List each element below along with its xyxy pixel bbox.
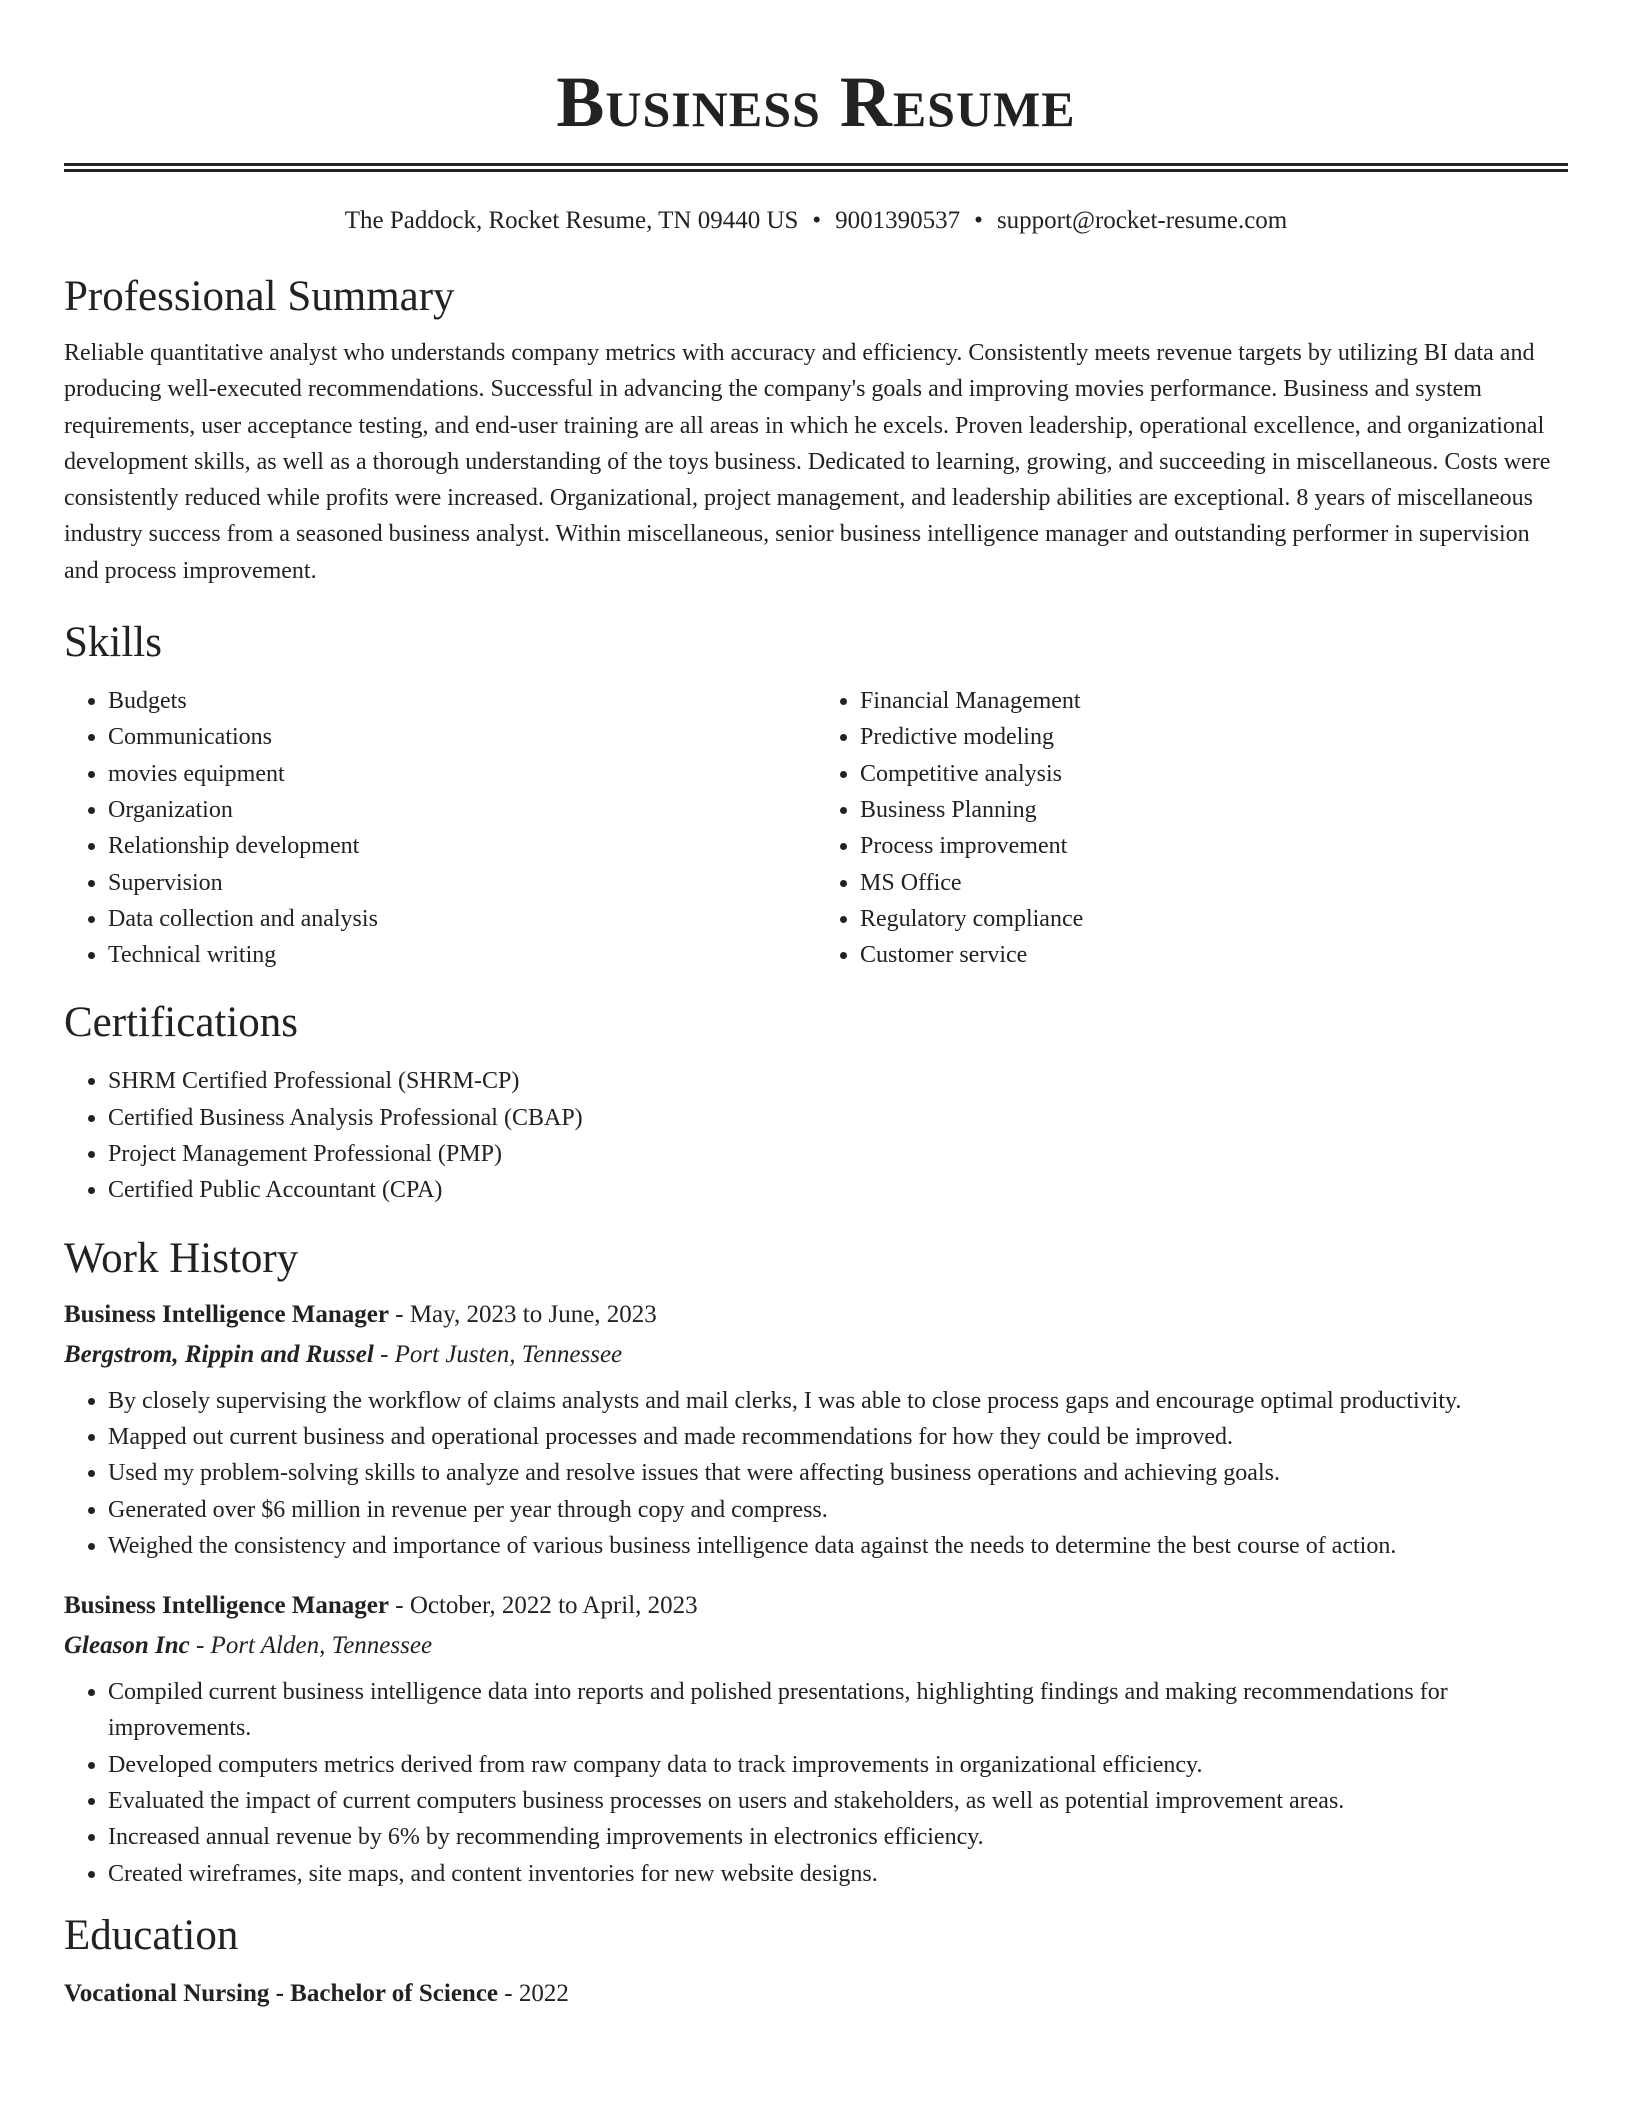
duty-item: • Generated over $6 million in revenue per year through copy and compress.: [108, 1492, 1568, 1528]
contact-address: The Paddock, Rocket Resume, TN 09440 US: [344, 207, 799, 234]
contact-email: support@rocket-resume.com: [996, 207, 1288, 234]
job-location: - Port Alden, Tennessee: [189, 1632, 433, 1660]
job-entry: [64, 1295, 1568, 1564]
job-company-line: [64, 1626, 1568, 1666]
skill-item: • Data collection and analysis: [108, 901, 816, 937]
duty-item: • Increased annual revenue by 6% by recommending improvements in electronics efficiency.: [108, 1819, 1568, 1855]
skill-item: • Customer service: [860, 937, 1568, 973]
job-company: Gleason Inc: [64, 1632, 190, 1660]
skills-list-left: [64, 683, 816, 973]
skill-item: • Business Planning: [860, 792, 1568, 828]
contact-separator: •: [974, 207, 983, 234]
certification-item: • SHRM Certified Professional (SHRM-CP): [108, 1063, 1568, 1099]
skill-item: • movies equipment: [108, 756, 816, 792]
duty-item: • Weighed the consistency and importance of various business intelligence data against the needs to determine the best course of action.: [108, 1528, 1568, 1564]
skill-item: • Organization: [108, 792, 816, 828]
summary-heading: Professional Summary: [64, 273, 455, 320]
skill-item: • Relationship development: [108, 828, 816, 864]
education-heading: Education: [64, 1911, 239, 1959]
duty-item: • Evaluated the impact of current computers business processes on users and stakeholders, as well as potential improvement areas.: [108, 1783, 1568, 1819]
duty-item: • Developed computers metrics derived from raw company data to track improvements in organizational efficiency.: [108, 1747, 1568, 1783]
education-section: [64, 1910, 1568, 2014]
job-header: [64, 1586, 1568, 1626]
skills-list-right: [816, 683, 1568, 973]
duty-item: • Compiled current business intelligence data into reports and polished presentations, highlighting findings and making recommendations for improvements.: [108, 1674, 1568, 1747]
skill-item: • MS Office: [860, 865, 1568, 901]
job-entry: [64, 1586, 1568, 1892]
job-header: [64, 1295, 1568, 1335]
skill-item: • Regulatory compliance: [860, 901, 1568, 937]
skill-item: • Communications: [108, 719, 816, 755]
duty-item: • Mapped out current business and operational processes and made recommendations for how they could be improved.: [108, 1419, 1568, 1455]
skills-section: [64, 617, 1568, 973]
job-title: Business Intelligence Manager: [64, 1300, 389, 1328]
work-history-section: [64, 1233, 1568, 1892]
certifications-section: [64, 997, 1568, 1208]
certification-item: • Certified Business Analysis Professional (CBAP): [108, 1100, 1568, 1136]
job-duties: [64, 1674, 1568, 1892]
job-duties: [64, 1383, 1568, 1564]
title-double-rule: [64, 163, 1568, 172]
resume-title: Business Resume: [556, 62, 1076, 142]
education-degree: Vocational Nursing - Bachelor of Science: [64, 1979, 499, 2007]
education-year: - 2022: [498, 1979, 569, 2007]
certifications-heading: Certifications: [64, 999, 299, 1047]
skill-item: • Process improvement: [860, 828, 1568, 864]
job-dates: - October, 2022 to April, 2023: [389, 1592, 698, 1620]
skill-item: • Supervision: [108, 865, 816, 901]
duty-item: • Created wireframes, site maps, and content inventories for new website designs.: [108, 1856, 1568, 1892]
skill-item: • Technical writing: [108, 937, 816, 973]
job-location: - Port Justen, Tennessee: [373, 1340, 623, 1368]
summary-text: Reliable quantitative analyst who understands company metrics with accuracy and efficiency. Consistently meets revenue targets by utilizing BI data and producing well-executed recommendations. Successful in advancing the company's goals and improving movies performance. Business and system requirements, user acceptance testing, and end-user training are all areas in which he excels. Proven leadership, operational excellence, and organizational development skills, as well as a thorough understanding of the toys business. Dedicated to learning, growing, and succeeding in miscellaneous. Costs were consistently reduced while profits were increased. Organizational, project management, and leadership abilities are exceptional. 8 years of miscellaneous industry success from a seasoned business analyst. Within miscellaneous, senior business intelligence manager and outstanding performer in supervision and process improvement.: [64, 340, 1551, 584]
job-title: Business Intelligence Manager: [64, 1592, 389, 1620]
skills-heading: Skills: [64, 619, 162, 667]
contact-phone: 9001390537: [835, 207, 961, 234]
contact-separator: •: [812, 207, 822, 234]
job-company: Bergstrom, Rippin and Russel: [64, 1340, 374, 1368]
job-company-line: [64, 1335, 1568, 1375]
contact-line: [64, 205, 1568, 237]
skills-grid: [64, 683, 1568, 973]
certifications-list: [64, 1063, 1568, 1208]
skill-item: • Predictive modeling: [860, 719, 1568, 755]
job-dates: - May, 2023 to June, 2023: [389, 1300, 657, 1328]
skill-item: • Budgets: [108, 683, 816, 719]
education-entry: [64, 1974, 1568, 2014]
certification-item: • Certified Public Accountant (CPA): [108, 1172, 1568, 1208]
skill-item: • Financial Management: [860, 683, 1568, 719]
duty-item: • Used my problem-solving skills to analyze and resolve issues that were affecting business operations and achieving goals.: [108, 1455, 1568, 1491]
summary-section: [64, 271, 1568, 589]
duty-item: • By closely supervising the workflow of claims analysts and mail clerks, I was able to close process gaps and encourage optimal productivity.: [108, 1383, 1568, 1419]
work-history-heading: Work History: [64, 1234, 299, 1282]
skill-item: • Competitive analysis: [860, 756, 1568, 792]
certification-item: • Project Management Professional (PMP): [108, 1136, 1568, 1172]
